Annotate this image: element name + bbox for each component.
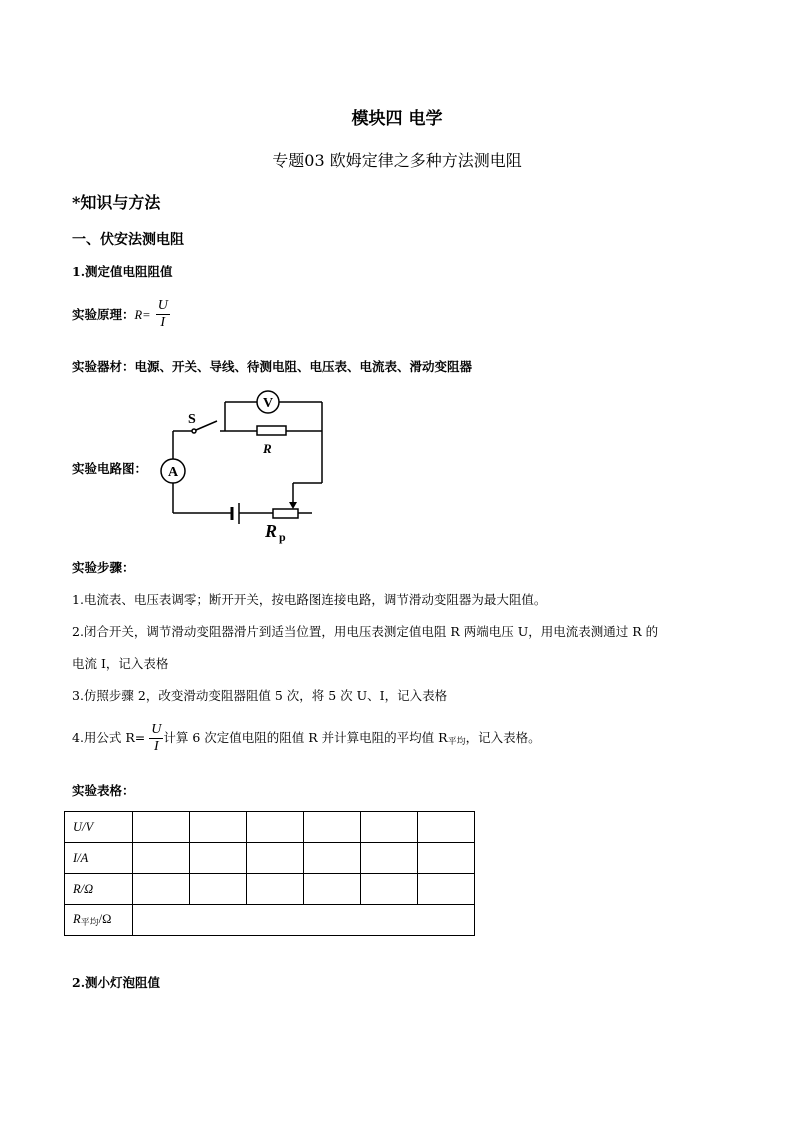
sub-heading: 一、伏安法测电阻 <box>72 232 184 248</box>
row-label-voltage: U/V <box>65 812 133 843</box>
step-4-prefix: 4.用公式 R= <box>72 730 146 745</box>
rheostat-label: R <box>265 521 278 541</box>
step-4-numerator: U <box>151 722 162 737</box>
row-label-resistance: R/Ω <box>65 874 133 905</box>
topic-title: 专题03 欧姆定律之多种方法测电阻 <box>272 151 522 170</box>
table-row <box>65 905 475 936</box>
voltmeter-label: V <box>262 396 274 411</box>
table-cell <box>304 843 361 874</box>
principle-label: 实验原理： <box>72 307 135 322</box>
table-cell <box>247 843 304 874</box>
row-label-current: I/A <box>65 843 133 874</box>
item1-heading: 1.测定值电阻阻值 <box>72 264 173 279</box>
step-4-end: ，记入表格。 <box>465 730 541 745</box>
step-4-fraction <box>149 722 163 755</box>
principle-fraction <box>156 298 170 331</box>
table-cell <box>304 874 361 905</box>
equipment-text: 实验器材：电源、开关、导线、待测电阻、电压表、电流表、滑动变阻器 <box>72 359 473 374</box>
table-cell <box>361 812 418 843</box>
rheostat-subscript: p <box>279 530 286 544</box>
circuit-diagram <box>150 385 340 550</box>
principle-denominator: I <box>160 315 166 330</box>
table-heading: 实验表格： <box>72 783 135 798</box>
switch-pivot <box>192 429 196 433</box>
step-2-line-1: 2.闭合开关，调节滑动变阻器滑片到适当位置，用电压表测定值电阻 R 两端电压 U，用电流表测通过 R 的 <box>72 624 659 639</box>
table-cell <box>361 843 418 874</box>
step-3: 3.仿照步骤 2，改变滑动变阻器阻值 5 次，将 5 次 U、I，记入表格 <box>72 688 448 703</box>
table-cell-merged <box>133 905 475 936</box>
average-unit: /Ω <box>98 912 112 926</box>
table-cell <box>418 874 475 905</box>
table-row <box>65 874 475 905</box>
switch-blade <box>196 421 217 430</box>
experiment-table <box>64 811 475 936</box>
average-symbol: R <box>73 912 81 926</box>
table-cell <box>133 812 190 843</box>
section-heading: *知识与方法 <box>72 193 161 212</box>
step-4-subscript: 平均 <box>447 737 466 747</box>
step-2-line-2: 电流 I，记入表格 <box>72 656 169 671</box>
table-cell <box>133 843 190 874</box>
module-title: 模块四 电学 <box>351 109 443 129</box>
table-cell <box>418 812 475 843</box>
slider-arrow-head <box>289 502 297 509</box>
steps-heading: 实验步骤： <box>72 560 135 575</box>
rheostat-symbol <box>273 509 298 518</box>
step-4-body: 计算 6 次定值电阻的阻值 R 并计算电阻的平均值 R <box>163 730 448 745</box>
resistor-label: R <box>263 441 272 456</box>
switch-label: S <box>188 412 196 427</box>
table-row <box>65 843 475 874</box>
step-1: 1.电流表、电压表调零；断开开关，按电路图连接电路，调节滑动变阻器为最大阻值。 <box>72 592 547 607</box>
equipment-line <box>72 357 472 375</box>
principle-line <box>72 298 170 331</box>
table-cell <box>190 874 247 905</box>
table-cell <box>418 843 475 874</box>
table-cell <box>247 874 304 905</box>
resistor-symbol <box>257 426 286 435</box>
step-4 <box>72 722 541 755</box>
row-label-average <box>65 905 133 936</box>
principle-lhs: R= <box>134 308 151 322</box>
table-cell <box>133 874 190 905</box>
principle-numerator: U <box>157 298 168 313</box>
ammeter-label: A <box>167 465 179 480</box>
step-4-denominator: I <box>154 739 159 754</box>
table-cell <box>190 843 247 874</box>
table-cell <box>304 812 361 843</box>
circuit-label: 实验电路图： <box>72 461 148 476</box>
table-row <box>65 812 475 843</box>
table-cell <box>190 812 247 843</box>
average-subscript: 平均 <box>80 917 99 927</box>
item2-heading: 2.测小灯泡阻值 <box>72 975 161 990</box>
table-cell <box>361 874 418 905</box>
table-cell <box>247 812 304 843</box>
